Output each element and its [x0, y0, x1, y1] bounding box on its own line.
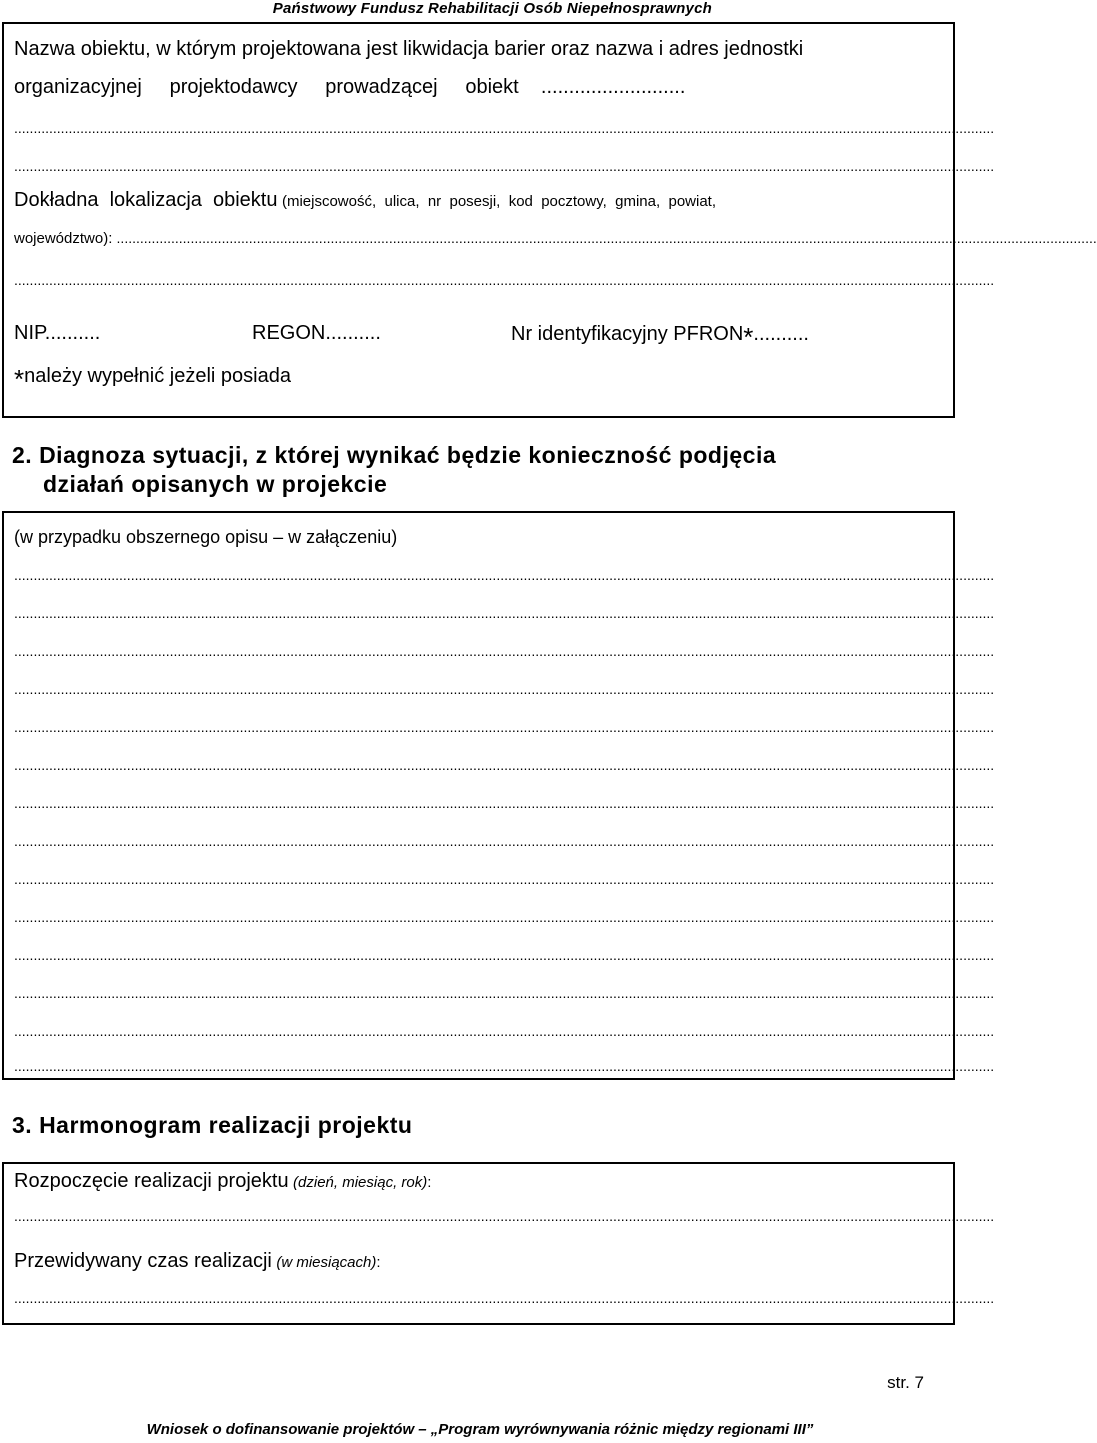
pfron-field[interactable]: [511, 322, 809, 353]
duration-dotted-line[interactable]: ............................................................................................................................................................................................................................................................: [14, 1290, 995, 1306]
dotted-fill-line[interactable]: ............................................................................................................................................................................................................................................................: [14, 158, 995, 174]
duration-colon: :: [376, 1254, 381, 1271]
dotted-fill-line[interactable]: ............................................................................................................................................................................................................................................................: [14, 795, 995, 811]
start-date-dotted-line[interactable]: ............................................................................................................................................................................................................................................................: [14, 1208, 995, 1224]
dotted-fill-line[interactable]: ............................................................................................................................................................................................................................................................: [14, 120, 995, 136]
nip-field[interactable]: NIP..........: [14, 322, 101, 344]
duration-label: [14, 1250, 381, 1273]
page-footer: Wniosek o dofinansowanie projektów – „Program wyrównywania różnic między regionami III”: [146, 1421, 814, 1438]
dotted-fill-line[interactable]: ............................................................................................................................................................................................................................................................: [14, 681, 995, 697]
dotted-fill-line[interactable]: ............................................................................................................................................................................................................................................................: [14, 757, 995, 773]
section3-heading: 3. Harmonogram realizacji projektu: [12, 1112, 413, 1138]
duration-label-main: Przewidywany czas realizacji: [14, 1250, 272, 1272]
dotted-fill-line[interactable]: ............................................................................................................................................................................................................................................................: [14, 643, 995, 659]
dotted-fill-line[interactable]: ............................................................................................................................................................................................................................................................: [14, 1058, 995, 1074]
regon-field[interactable]: REGON..........: [252, 322, 381, 344]
voivodeship-label: województwo):: [14, 230, 117, 247]
footnote: [14, 364, 291, 395]
page-header: Państwowy Fundusz Rehabilitacji Osób Niepełnosprawnych: [272, 0, 712, 17]
section2-heading-line2: działań opisanych w projekcie: [43, 471, 388, 497]
section2-heading: [12, 441, 776, 499]
location-label: [14, 189, 716, 212]
dotted-fill-line[interactable]: ............................................................................................................................................................................................................................................................: [14, 909, 995, 925]
dotted-fill-line[interactable]: ............................................................................................................................................................................................................................................................: [14, 605, 995, 621]
dotted-fill-line[interactable]: ............................................................................................................................................................................................................................................................: [14, 567, 995, 583]
duration-hint: (w miesiącach): [276, 1254, 377, 1271]
schedule-box: [2, 1162, 995, 1325]
asterisk: *: [743, 322, 754, 352]
diagnosis-subtitle: (w przypadku obszernego opisu – w załączeniu): [14, 527, 398, 547]
dotted-fill-line[interactable]: ............................................................................................................................................................................................................................................................: [14, 985, 995, 1001]
location-label-main: Dokładna lokalizacja obiektu: [14, 189, 278, 211]
dotted-fill-line[interactable]: ............................................................................................................................................................................................................................................................: [14, 871, 995, 887]
start-date-colon: :: [427, 1174, 432, 1191]
start-date-label: [14, 1170, 431, 1193]
start-date-hint: (dzień, miesiąc, rok): [293, 1174, 428, 1191]
asterisk: *: [14, 364, 25, 394]
voivodeship-row: [14, 230, 1097, 248]
object-name-label: Nazwa obiektu, w którym projektowana jest likwidacja barier oraz nazwa i adres jednostki: [14, 38, 804, 60]
section2-heading-line1: 2. Diagnoza sytuacji, z której wynikać będzie konieczność podjęcia: [12, 442, 777, 468]
object-name-label-cont: organizacyjnej projektodawcy prowadzącej obiekt ..........................: [14, 76, 686, 98]
diagnosis-box: [2, 511, 995, 1080]
pfron-dots: ..........: [753, 323, 809, 345]
dotted-fill-line[interactable]: ............................................................................................................................................................................................................................................................: [14, 719, 995, 735]
start-date-label-main: Rozpoczęcie realizacji projektu: [14, 1170, 289, 1192]
pfron-label: Nr identyfikacyjny PFRON: [511, 323, 744, 345]
dotted-fill-line[interactable]: ............................................................................................................................................................................................................................................................: [14, 272, 995, 288]
footnote-text: należy wypełnić jeżeli posiada: [24, 365, 291, 387]
dotted-fill-line[interactable]: ............................................................................................................................................................................................................................................................: [14, 1023, 995, 1039]
object-info-box: [2, 22, 1097, 418]
dotted-fill-line[interactable]: ............................................................................................................................................................................................................................................................: [14, 833, 995, 849]
page-number: str. 7: [887, 1373, 924, 1392]
dotted-fill-line[interactable]: ............................................................................................................................................................................................................................................................: [14, 947, 995, 963]
location-label-hint: (miejscowość, ulica, nr posesji, kod pocztowy, gmina, powiat,: [281, 193, 717, 210]
dotted-fill-line[interactable]: ............................................................................................................................................................................................................................................................: [116, 230, 1097, 246]
